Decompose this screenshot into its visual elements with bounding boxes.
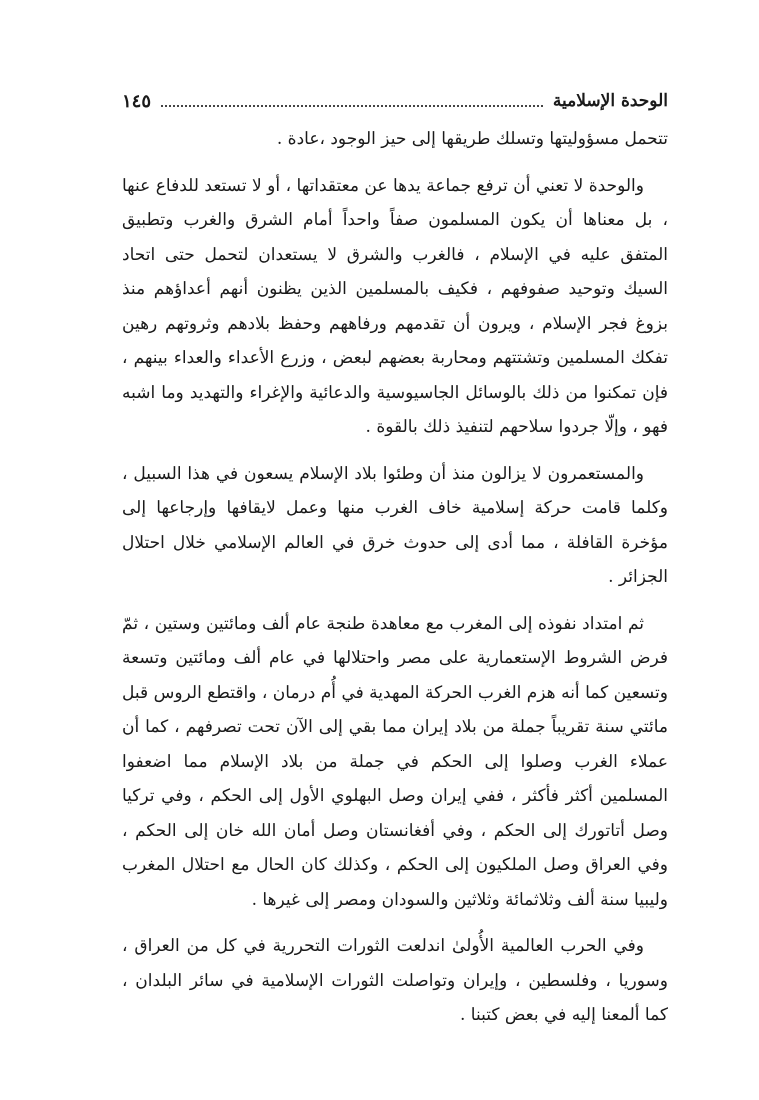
dotted-leader	[161, 105, 543, 107]
paragraph: والوحدة لا تعني أن ترفع جماعة يدها عن معتقداتها ، أو لا تستعد للدفاع عنها ، بل معناها أن يكون المسلمون صفاً واحداً أمام الشرق والغرب وتطبيق المتفق عليه في الإسلام ، فالغرب والشرق لا يستعدان لتحمل حتى اتحاد السيك وتوحيد صفوفهم ، فكيف بالمسلمين الذين يظنون أنهم أعداؤهم منذ بزوغ فجر الإسلام ، ويرون أن تقدمهم ورفاههم وحفظ بلادهم وثروتهم رهين تفكك المسلمين وتشتتهم ومحاربة بعضهم لبعض ، وزرع الأعداء والعداء بينهم ، فإن تمكنوا من ذلك بالوسائل الجاسيوسية والدعائية والإغراء والتهديد وما اشبه فهو ، وإلّا جردوا سلاحهم لتنفيذ ذلك بالقوة .	[122, 175, 668, 437]
paragraph-continuation: تتحمل مسؤوليتها وتسلك طريقها إلى حيز الوجود ،عادة .	[276, 129, 668, 149]
body-text	[122, 122, 668, 1033]
paragraph: وفي الحرب العالمية الأُولىٰ اندلعت الثورات التحررية في كل من العراق ، وسوريا ، وفلسطين ، وإيران وتواصلت الثورات الإسلامية في سائر البلدان ، كما ألمعنا إليه في بعض كتبنا .	[122, 936, 668, 1025]
running-header	[122, 86, 668, 116]
running-title: الوحدة الإسلامية	[552, 91, 668, 111]
page-number: ١٤٥	[122, 90, 152, 112]
paragraph: والمستعمرون لا يزالون منذ أن وطئوا بلاد الإسلام يسعون في هذا السبيل ، وكلما قامت حركة إسلامية خاف الغرب منها وعمل لايقافها وإرجاعها إلى مؤخرة القافلة ، مما أدى إلى حدوث خرق في العالم الإسلامي خلال احتلال الجزائر .	[122, 463, 668, 587]
paragraph: ثم امتداد نفوذه إلى المغرب مع معاهدة طنجة عام ألف ومائتين وستين ، ثمّ فرض الشروط الإستعمارية على مصر واحتلالها في عام ألف ومائتين وتسعة وتسعين كما أنه هزم الغرب الحركة المهدية في أُم درمان ، واقتطع الروس قبل مائتي سنة تقريباً جملة من بلاد إيران مما بقي إلى الآن تحت تصرفهم ، كما أن عملاء الغرب وصلوا إلى الحكم في جملة من بلاد الإسلام مما اضعفوا المسلمين أكثر فأكثر ، ففي إيران وصل البهلوي الأول إلى الحكم ، وفي تركيا وصل أتاتورك إلى الحكم ، وفي أفغانستان وصل أمان الله خان إلى الحكم ، وفي العراق وصل الملكيون إلى الحكم ، وكذلك كان الحال مع احتلال المغرب وليبيا سنة ألف وثلاثمائة وثلاثين والسودان ومصر إلى غيرها .	[122, 613, 668, 910]
